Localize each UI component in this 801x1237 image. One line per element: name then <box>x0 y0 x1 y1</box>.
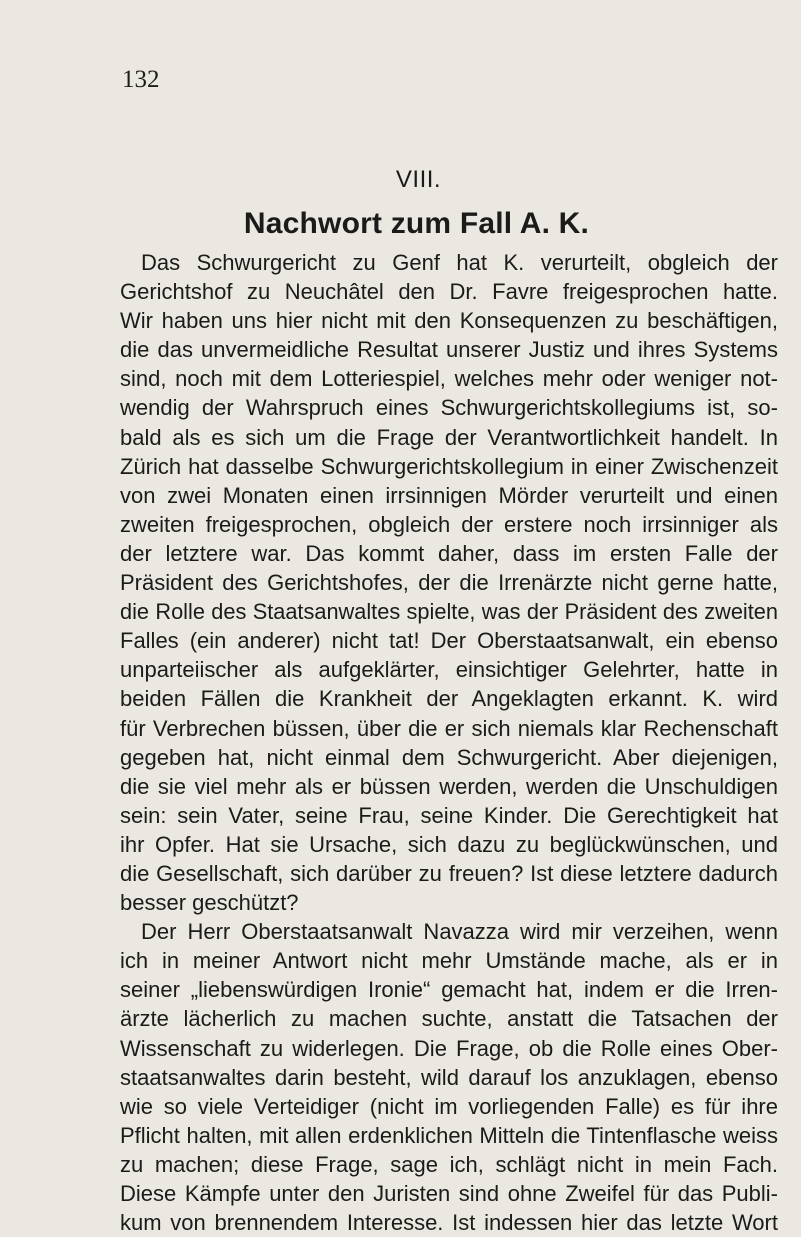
text-line: zu machen; diese Frage, sage ich, schlägt nicht in mein Fach. <box>120 1151 778 1177</box>
text-line: Pflicht halten, mit allen erdenklichen Mitteln die Tintenflasche weiss <box>120 1122 778 1148</box>
text-line: kum von brennendem Interesse. Ist indessen hier das letzte Wort <box>120 1210 778 1236</box>
text-line: Gerichtshof zu Neuchâtel den Dr. Favre freigesprochen hatte. <box>120 279 778 305</box>
text-line: Das Schwurgericht zu Genf hat K. verurteilt, obgleich der <box>141 250 778 275</box>
text-line: seiner „liebenswürdigen Ironie“ gemacht hat, indem er die Irren- <box>120 977 778 1003</box>
text-line: Wissenschaft zu widerlegen. Die Frage, ob die Rolle eines Ober- <box>120 1035 778 1061</box>
text-line: die das unvermeidliche Resultat unserer Justiz und ihres Systems <box>120 337 778 363</box>
text-line: die Rolle des Staatsanwaltes spielte, was der Präsident des zweiten <box>120 599 778 625</box>
text-line: unparteiischer als aufgeklärter, einsichtiger Gelehrter, hatte in <box>120 657 778 683</box>
text-line: Der Herr Oberstaatsanwalt Navazza wird mir verzeihen, wenn <box>141 919 778 945</box>
text-line: wendig der Wahrspruch eines Schwurgerichtskollegiums ist, so- <box>120 395 778 421</box>
text-line: für Verbrechen büssen, über die er sich niemals klar Rechenschaft <box>120 715 778 741</box>
text-line: Zürich hat dasselbe Schwurgerichtskollegium in einer Zwischenzeit <box>120 453 778 479</box>
text-line: die Gesellschaft, sich darüber zu freuen? Ist diese letztere dadurch <box>120 860 778 886</box>
text-line: zweiten freigesprochen, obgleich der erstere noch irrsinniger als <box>120 511 778 537</box>
text-line: besser geschützt? <box>120 890 299 916</box>
text-line: ihr Opfer. Hat sie Ursache, sich dazu zu beglückwünschen, und <box>120 831 778 857</box>
text-line: ärzte lächerlich zu machen suchte, anstatt die Tatsachen der <box>120 1006 778 1032</box>
text-line: ich in meiner Antwort nicht mehr Umstände mache, als er in <box>120 948 778 974</box>
chapter-number: VIII. <box>395 166 442 193</box>
chapter-title: Nachwort zum Fall A. K. <box>243 207 590 240</box>
text-line: der letztere war. Das kommt daher, dass im ersten Falle der <box>120 540 778 566</box>
text-line: staatsanwaltes darin besteht, wild darauf los anzuklagen, ebenso <box>120 1064 778 1090</box>
text-line: beiden Fällen die Krankheit der Angeklagten erkannt. K. wird <box>120 686 778 712</box>
body-text <box>120 248 778 1237</box>
text-line: bald als es sich um die Frage der Verantwortlichkeit handelt. In <box>120 424 778 450</box>
text-line: Präsident des Gerichtshofes, der die Irrenärzte nicht gerne hatte, <box>120 570 778 596</box>
page-number: 132 <box>122 66 160 93</box>
text-line: die sie viel mehr als er büssen werden, werden die Unschuldigen <box>120 773 778 799</box>
text-line: Wir haben uns hier nicht mit den Konsequenzen zu beschäftigen, <box>120 308 778 334</box>
text-line: sein: sein Vater, seine Frau, seine Kinder. Die Gerechtigkeit hat <box>120 802 778 828</box>
text-line: von zwei Monaten einen irrsinnigen Mörder verurteilt und einen <box>120 482 778 508</box>
text-line: Falles (ein anderer) nicht tat! Der Oberstaatsanwalt, ein ebenso <box>120 628 778 654</box>
text-line: gegeben hat, nicht einmal dem Schwurgericht. Aber diejenigen, <box>120 744 778 770</box>
text-line: wie so viele Verteidiger (nicht im vorliegenden Falle) es für ihre <box>120 1093 778 1119</box>
text-line: sind, noch mit dem Lotteriespiel, welches mehr oder weniger not- <box>120 366 778 392</box>
text-line: Diese Kämpfe unter den Juristen sind ohne Zweifel für das Publi- <box>120 1181 778 1206</box>
